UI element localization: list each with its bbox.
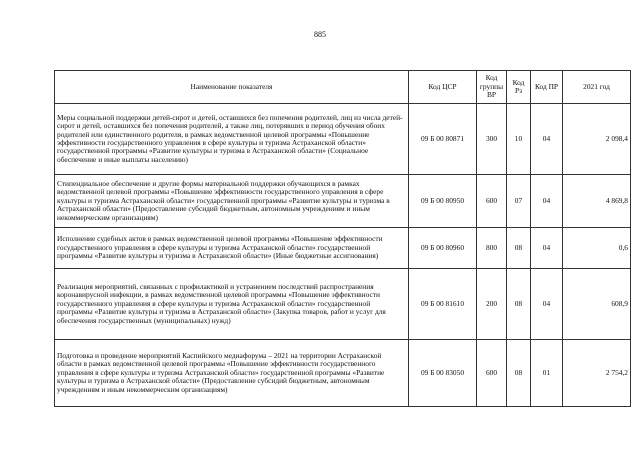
row-name: Исполнение судебных актов в рамках ведомственной целевой программы «Повышение эффективности государственного управления в сфере культуры и туризма Астраханской области» государственной программы «Развитие культуры и туризма в Астраханской области» (Иные бюджетные ассигнования) [55,228,409,269]
header-vr: Код группы ВР [477,71,507,104]
row-csr: 09 Б 00 80950 [409,175,477,228]
row-pr: 04 [531,175,563,228]
table-header-row [55,71,631,104]
row-vr: 800 [477,228,507,269]
header-rz: Код Рз [507,71,531,104]
row-amount: 4 869,8 [563,175,631,228]
header-csr: Код ЦСР [409,71,477,104]
row-name: Реализация мероприятий, связанных с профилактикой и устранением последствий распространения коронавирусной инфекции, в рамках ведомственной целевой программы «Повышение эффективности государственного управления в сфере культуры и туризма Астраханской области» государственной программы «Развитие культуры и туризма в Астраханской области» (Закупка товаров, работ и услуг для обеспечения государственных (муниципальных) нужд) [55,269,409,340]
header-pr: Код ПР [531,71,563,104]
table-row [55,175,631,228]
row-name: Подготовка и проведение мероприятий Каспийского медиафорума – 2021 на территории Астраханской области в рамках ведомственной целевой программы «Повышение эффективности государственного управления в сфере культуры и туризма Астраханской области» государственной программы «Развитие культуры и туризма в Астраханской области» (Предоставление субсидий бюджетным, автономным учреждениям и иным некоммерческим организациям) [55,340,409,407]
row-amount: 608,9 [563,269,631,340]
table-row [55,228,631,269]
table-row [55,104,631,175]
row-csr: 09 Б 00 80960 [409,228,477,269]
row-name: Стипендиальное обеспечение и другие формы материальной поддержки обучающихся в рамках ведомственной целевой программы «Повышение эффективности государственного управления в сфере культуры и туризма Астраханской области» государственной программы «Развитие культуры и туризма в Астраханской области» (Предоставление субсидий бюджетным, автономным учреждениям и иным некоммерческим организациям) [55,175,409,228]
row-name: Меры социальной поддержки детей-сирот и детей, оставшихся без попечения родителей, лиц из числа детей-сирот и детей, оставшихся без попечения родителей, а также лиц, потерявших в период обучения обоих родителей или единственного родителя, в рамках ведомственной целевой программы «Повышение эффективности государственного управления в сфере культуры и туризма Астраханской области» государственной программы «Развитие культуры и туризма в Астраханской области» (Социальное обеспечение и иные выплаты населению) [55,104,409,175]
row-amount: 2 754,2 [563,340,631,407]
row-rz: 07 [507,175,531,228]
row-vr: 300 [477,104,507,175]
page-number: 885 [314,30,326,39]
row-pr: 04 [531,228,563,269]
header-name: Наименование показателя [55,71,409,104]
row-rz: 08 [507,269,531,340]
row-amount: 0,6 [563,228,631,269]
row-csr: 09 Б 00 81610 [409,269,477,340]
row-rz: 08 [507,340,531,407]
row-rz: 08 [507,228,531,269]
row-rz: 10 [507,104,531,175]
row-csr: 09 Б 00 80871 [409,104,477,175]
row-pr: 04 [531,104,563,175]
header-year: 2021 год [563,71,631,104]
table-row [55,340,631,407]
table-row [55,269,631,340]
row-amount: 2 098,4 [563,104,631,175]
row-pr: 04 [531,269,563,340]
row-vr: 200 [477,269,507,340]
row-csr: 09 Б 00 83050 [409,340,477,407]
row-vr: 600 [477,175,507,228]
row-vr: 600 [477,340,507,407]
row-pr: 01 [531,340,563,407]
budget-table [54,70,631,407]
